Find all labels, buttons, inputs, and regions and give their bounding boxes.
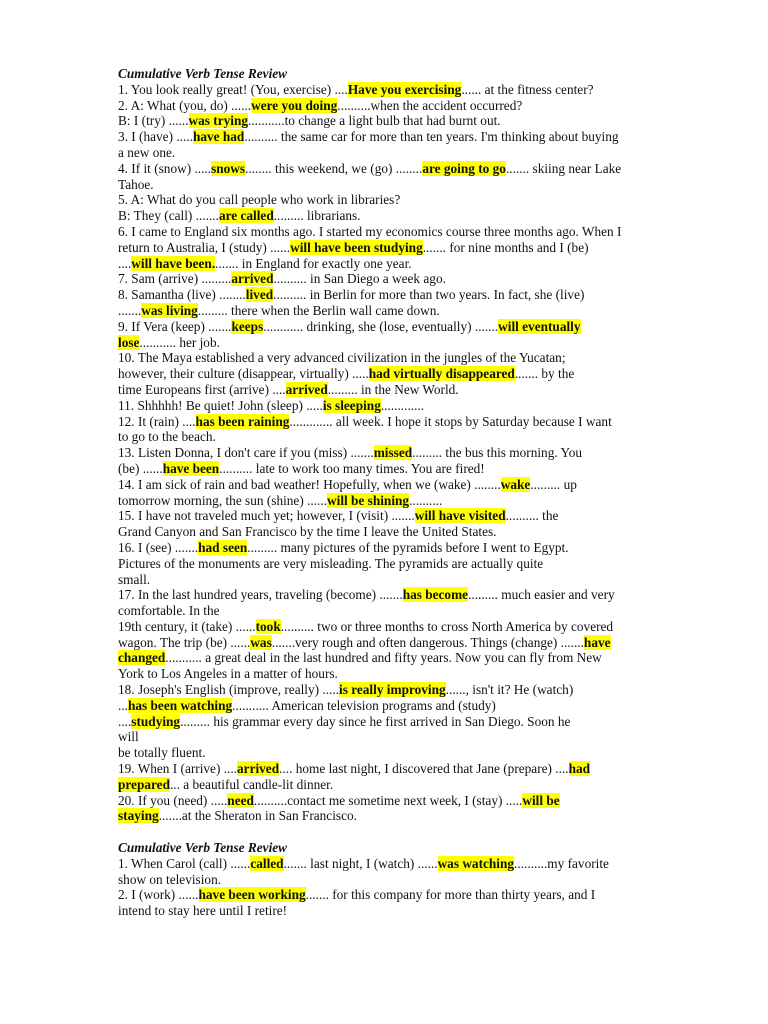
question-text: ......... his grammar every day since he first arrived in San Diego. Soon he <box>180 713 571 729</box>
highlighted-answer: keeps <box>231 318 264 334</box>
section-title: Cumulative Verb Tense Review <box>118 840 288 856</box>
question-text: .......... two or three months to cross North America by covered <box>280 618 614 634</box>
exercise-line <box>118 113 718 129</box>
question-text: tomorrow morning, the sun (shine) ...... <box>118 492 328 508</box>
question-text: B: I (try) ...... <box>118 113 189 129</box>
exercise-line <box>118 208 718 224</box>
highlighted-answer: snows <box>211 160 246 176</box>
worksheet-document <box>118 66 718 919</box>
exercise-line <box>118 540 718 556</box>
question-text: ... <box>118 697 128 713</box>
highlighted-answer: staying <box>118 808 159 824</box>
highlighted-answer: changed <box>118 650 166 666</box>
question-text: ......... many pictures of the pyramids before I went to Egypt. <box>247 539 569 555</box>
exercise-line <box>118 603 718 619</box>
highlighted-answer: had seen <box>198 539 248 555</box>
question-text: ............ drinking, she (lose, eventually) ....... <box>263 318 499 334</box>
question-text: return to Australia, I (study) ...... <box>118 239 291 255</box>
question-text: ......... librarians. <box>273 208 361 224</box>
question-text: show on television. <box>118 871 222 887</box>
exercise-line <box>118 729 718 745</box>
question-text: 3. I (have) ..... <box>118 129 193 145</box>
exercise-line <box>118 414 718 430</box>
question-text: time Europeans first (arrive) .... <box>118 381 286 397</box>
question-text: .......... late to work too many times. You are fired! <box>219 460 485 476</box>
question-text: ....... by the <box>514 366 575 382</box>
exercise-line <box>118 682 718 698</box>
highlighted-answer: have <box>583 634 611 650</box>
highlighted-answer: was living <box>141 302 198 318</box>
question-text: 13. Listen Donna, I don't care if you (miss) ....... <box>118 445 374 461</box>
question-text: 4. If it (snow) ..... <box>118 160 212 176</box>
question-text: 1. When Carol (call) ...... <box>118 855 251 871</box>
exercise-line <box>118 335 718 351</box>
exercise-line <box>118 366 718 382</box>
question-text: ..........my favorite <box>514 855 609 871</box>
exercise-line <box>118 745 718 761</box>
exercise-line <box>118 319 718 335</box>
highlighted-answer: will have visited <box>414 508 506 524</box>
question-text: ......... there when the Berlin wall came down. <box>197 302 440 318</box>
question-text: to go to the beach. <box>118 429 216 445</box>
question-text: small. <box>118 571 151 587</box>
question-text: York to Los Angeles in a matter of hours. <box>118 666 338 682</box>
exercise-line <box>118 508 718 524</box>
question-text: ....... <box>118 302 142 318</box>
exercise-line <box>118 303 718 319</box>
question-text: ..........contact me sometime next week, I (stay) ..... <box>253 792 523 808</box>
question-text: ......, isn't it? He (watch) <box>445 682 574 698</box>
question-text: ......... in the New World. <box>327 381 459 397</box>
question-text: B: They (call) ....... <box>118 208 219 224</box>
exercise-line <box>118 714 718 730</box>
question-text: .......... the <box>505 508 559 524</box>
exercise-line <box>118 587 718 603</box>
exercise-line <box>118 635 718 651</box>
highlighted-answer: missed <box>373 445 413 461</box>
highlighted-answer: was trying <box>188 113 249 129</box>
exercise-line <box>118 556 718 572</box>
highlighted-answer: called <box>250 855 284 871</box>
exercise-line <box>118 856 718 872</box>
exercise-line <box>118 256 718 272</box>
question-text: Tahoe. <box>118 176 154 192</box>
question-text: ......... much easier and very <box>468 587 615 603</box>
highlighted-answer: is really improving <box>339 682 446 698</box>
exercise-line <box>118 872 718 888</box>
question-text: ....... last night, I (watch) ...... <box>283 855 438 871</box>
question-text: ........... American television programs and (study) <box>232 697 496 713</box>
question-text: ...... at the fitness center? <box>461 81 594 97</box>
question-text: ............. <box>380 397 425 413</box>
section-gap <box>118 824 718 840</box>
question-text: .......... the same car for more than ten years. I'm thinking about buying <box>244 129 619 145</box>
highlighted-answer: arrived <box>237 761 280 777</box>
question-text: .......... <box>409 492 443 508</box>
question-text: 17. In the last hundred years, traveling (become) ....... <box>118 587 403 603</box>
question-text: 20. If you (need) ..... <box>118 792 228 808</box>
question-text: will <box>118 729 139 745</box>
question-text: ....... in England for exactly one year. <box>215 255 412 271</box>
question-text: ......... the bus this morning. You <box>412 445 583 461</box>
exercise-line <box>118 192 718 208</box>
question-text: 2. I (work) ...... <box>118 887 199 903</box>
question-text: ....... skiing near Lake <box>505 160 622 176</box>
exercise-line <box>118 82 718 98</box>
exercise-line <box>118 477 718 493</box>
exercise-line <box>118 666 718 682</box>
highlighted-answer: has become <box>402 587 469 603</box>
question-text: .......at the Sheraton in San Francisco. <box>158 808 357 824</box>
highlighted-answer: wake <box>500 476 531 492</box>
exercise-line <box>118 808 718 824</box>
highlighted-answer: arrived <box>231 271 274 287</box>
exercise-line <box>118 761 718 777</box>
highlighted-answer: arrived <box>285 381 328 397</box>
question-text: 11. Shhhhh! Be quiet! John (sleep) ..... <box>118 397 323 413</box>
question-text: ............. all week. I hope it stops by Saturday because I want <box>289 413 612 429</box>
question-text: 19th century, it (take) ...... <box>118 618 256 634</box>
question-text: .... home last night, I discovered that Jane (prepare) .... <box>279 761 569 777</box>
exercise-line <box>118 619 718 635</box>
question-text: 19. When I (arrive) .... <box>118 761 238 777</box>
exercise-line <box>118 461 718 477</box>
exercise-line <box>118 793 718 809</box>
exercise-line <box>118 287 718 303</box>
exercise-line <box>118 177 718 193</box>
question-text: intend to stay here until I retire! <box>118 903 288 919</box>
question-text: ......... up <box>530 476 577 492</box>
question-text: ....... for nine months and I (be) <box>422 239 589 255</box>
exercise-line <box>118 429 718 445</box>
exercise-line <box>118 271 718 287</box>
question-text: (be) ...... <box>118 460 163 476</box>
highlighted-answer: will have been studying <box>290 239 423 255</box>
highlighted-answer: has been raining <box>195 413 290 429</box>
question-text: 16. I (see) ....... <box>118 539 199 555</box>
exercise-line <box>118 240 718 256</box>
highlighted-answer: prepared <box>118 776 170 792</box>
question-text: ...........to change a light bulb that had burnt out. <box>248 113 501 129</box>
question-text: .... <box>118 713 132 729</box>
highlighted-answer: have been <box>162 460 220 476</box>
highlighted-answer: have been working <box>198 887 306 903</box>
question-text: 12. It (rain) .... <box>118 413 196 429</box>
exercise-line <box>118 98 718 114</box>
exercise-line <box>118 398 718 414</box>
highlighted-answer: are going to go <box>422 160 506 176</box>
question-text: 15. I have not traveled much yet; however, I (visit) ....... <box>118 508 415 524</box>
question-text: 7. Sam (arrive) ......... <box>118 271 232 287</box>
question-text: ... a beautiful candle-lit dinner. <box>169 776 334 792</box>
exercise-line <box>118 129 718 145</box>
exercise-line <box>118 224 718 240</box>
question-text: .... <box>118 255 132 271</box>
exercise-line <box>118 350 718 366</box>
question-text: be totally fluent. <box>118 745 206 761</box>
highlighted-answer: studying <box>131 713 181 729</box>
exercise-line <box>118 445 718 461</box>
question-text: 10. The Maya established a very advanced civilization in the jungles of the Yucatan; <box>118 350 566 366</box>
exercise-line <box>118 493 718 509</box>
highlighted-answer: was watching <box>437 855 515 871</box>
highlighted-answer: had <box>568 761 591 777</box>
exercise-line <box>118 887 718 903</box>
question-text: 2. A: What (you, do) ...... <box>118 97 252 113</box>
exercise-line <box>118 903 718 919</box>
question-text: Grand Canyon and San Francisco by the time I leave the United States. <box>118 524 497 540</box>
exercise-line <box>118 145 718 161</box>
question-text: however, their culture (disappear, virtually) ..... <box>118 366 369 382</box>
question-text: 14. I am sick of rain and bad weather! Hopefully, when we (wake) ........ <box>118 476 501 492</box>
question-text: .......... in San Diego a week ago. <box>273 271 446 287</box>
section-title: Cumulative Verb Tense Review <box>118 66 288 81</box>
highlighted-answer: lived <box>245 287 274 303</box>
highlighted-answer: are called <box>218 208 274 224</box>
question-text: comfortable. In the <box>118 603 220 619</box>
question-text: ....... for this company for more than thirty years, and I <box>305 887 596 903</box>
question-text: ........ this weekend, we (go) ........ <box>245 160 423 176</box>
question-text: ........... a great deal in the last hundred and fifty years. Now you can fly from New <box>165 650 602 666</box>
question-text: 18. Joseph's English (improve, really) ..... <box>118 682 340 698</box>
exercise-line <box>118 650 718 666</box>
highlighted-answer: took <box>255 618 281 634</box>
question-text: 9. If Vera (keep) ....... <box>118 318 232 334</box>
question-text: 1. You look really great! (You, exercise) .... <box>118 81 348 97</box>
highlighted-answer: will have been. <box>131 255 216 271</box>
question-text: .......very rough and often dangerous. Things (change) ....... <box>271 634 584 650</box>
exercise-line <box>118 572 718 588</box>
exercise-line <box>118 698 718 714</box>
question-text: Pictures of the monuments are very misleading. The pyramids are actually quite <box>118 555 544 571</box>
exercise-line <box>118 161 718 177</box>
question-text: 8. Samantha (live) ........ <box>118 287 246 303</box>
highlighted-answer: were you doing <box>251 97 338 113</box>
question-text: ..........when the accident occurred? <box>337 97 523 113</box>
highlighted-answer: has been watching <box>127 697 233 713</box>
question-text: a new one. <box>118 144 176 160</box>
exercise-line <box>118 777 718 793</box>
question-text: 5. A: What do you call people who work in libraries? <box>118 192 401 208</box>
question-text: .......... in Berlin for more than two years. In fact, she (live) <box>273 287 585 303</box>
highlighted-answer: had virtually disappeared <box>368 366 515 382</box>
question-text: 6. I came to England six months ago. I started my economics course three months ago. When I <box>118 223 622 239</box>
highlighted-answer: have had <box>192 129 245 145</box>
question-text: wagon. The trip (be) ...... <box>118 634 251 650</box>
highlighted-answer: need <box>227 792 254 808</box>
highlighted-answer: will eventually <box>498 318 581 334</box>
highlighted-answer: will be shining <box>327 492 410 508</box>
question-text: ........... her job. <box>139 334 220 350</box>
highlighted-answer: is sleeping <box>322 397 381 413</box>
highlighted-answer: was <box>250 634 272 650</box>
exercise-line <box>118 382 718 398</box>
highlighted-answer: Have you exercising <box>347 81 462 97</box>
highlighted-answer: will be <box>522 792 560 808</box>
exercise-line <box>118 524 718 540</box>
highlighted-answer: lose <box>118 334 140 350</box>
